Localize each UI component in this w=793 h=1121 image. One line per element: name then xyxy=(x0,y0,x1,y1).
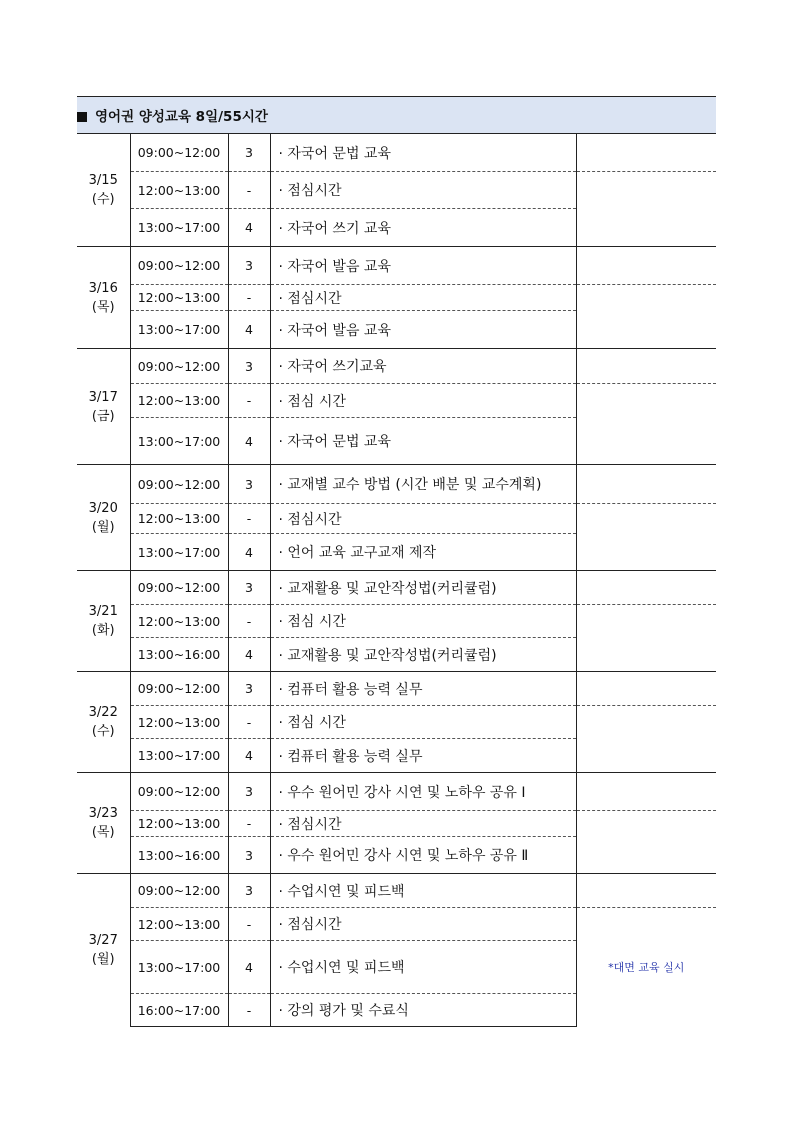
time-cell: 12:00~13:00 xyxy=(130,908,228,941)
table-row xyxy=(77,285,716,311)
weekday-label: (금) xyxy=(91,408,115,424)
table-row xyxy=(77,605,716,638)
schedule-body xyxy=(77,97,716,1027)
description-cell: · 자국어 문법 교육 xyxy=(270,418,576,465)
table-row xyxy=(77,706,716,739)
hours-cell: 4 xyxy=(228,739,270,773)
description-cell: · 수업시연 및 피드백 xyxy=(270,874,576,908)
hours-cell: 3 xyxy=(228,874,270,908)
time-cell: 12:00~13:00 xyxy=(130,504,228,534)
table-row xyxy=(77,571,716,605)
description-cell: · 교재별 교수 방법 (시간 배분 및 교수계획) xyxy=(270,465,576,504)
description-cell: · 수업시연 및 피드백 xyxy=(270,941,576,994)
note-cell xyxy=(576,247,716,285)
hours-cell: - xyxy=(228,285,270,311)
date-cell xyxy=(77,672,130,773)
note-cell xyxy=(576,134,716,172)
time-cell: 13:00~17:00 xyxy=(130,418,228,465)
table-row xyxy=(77,384,716,418)
table-row xyxy=(77,672,716,706)
time-cell: 12:00~13:00 xyxy=(130,172,228,209)
hours-cell: 4 xyxy=(228,418,270,465)
hours-cell: - xyxy=(228,172,270,209)
note-cell xyxy=(576,465,716,504)
schedule-header-cell xyxy=(77,97,716,134)
time-cell: 09:00~12:00 xyxy=(130,349,228,384)
date-label: 3/16 xyxy=(88,280,118,296)
table-row xyxy=(77,811,716,837)
schedule-title: 영어권 양성교육 8일/55시간 xyxy=(95,109,268,125)
hours-cell: - xyxy=(228,994,270,1027)
date-label: 3/22 xyxy=(88,705,118,720)
note-cell xyxy=(576,605,716,672)
hours-cell: 4 xyxy=(228,941,270,994)
description-cell: · 자국어 쓰기 교육 xyxy=(270,209,576,247)
date-cell xyxy=(77,571,130,672)
description-cell: · 자국어 발음 교육 xyxy=(270,311,576,349)
description-cell: · 점심 시간 xyxy=(270,706,576,739)
hours-cell: 4 xyxy=(228,311,270,349)
table-row xyxy=(77,172,716,209)
hours-cell: - xyxy=(228,811,270,837)
hours-cell: 3 xyxy=(228,134,270,172)
description-cell: · 언어 교육 교구교재 제작 xyxy=(270,534,576,571)
time-cell: 12:00~13:00 xyxy=(130,811,228,837)
schedule-table xyxy=(77,96,716,1027)
hours-cell: 3 xyxy=(228,465,270,504)
table-row xyxy=(77,504,716,534)
time-cell: 12:00~13:00 xyxy=(130,285,228,311)
description-cell: · 점심 시간 xyxy=(270,384,576,418)
description-cell: · 컴퓨터 활용 능력 실무 xyxy=(270,672,576,706)
time-cell: 09:00~12:00 xyxy=(130,134,228,172)
table-row xyxy=(77,247,716,285)
description-cell: · 강의 평가 및 수료식 xyxy=(270,994,576,1027)
note-cell xyxy=(576,349,716,384)
schedule-header-row xyxy=(77,97,716,134)
time-cell: 12:00~13:00 xyxy=(130,605,228,638)
description-cell: · 점심시간 xyxy=(270,908,576,941)
hours-cell: 3 xyxy=(228,349,270,384)
description-cell: · 우수 원어민 강사 시연 및 노하우 공유 Ⅱ xyxy=(270,837,576,874)
time-cell: 16:00~17:00 xyxy=(130,994,228,1027)
description-cell: · 컴퓨터 활용 능력 실무 xyxy=(270,739,576,773)
hours-cell: 4 xyxy=(228,209,270,247)
date-label: 3/23 xyxy=(88,806,118,821)
hours-cell: - xyxy=(228,504,270,534)
table-row xyxy=(77,874,716,908)
date-label: 3/27 xyxy=(88,933,118,949)
time-cell: 12:00~13:00 xyxy=(130,706,228,739)
date-label: 3/20 xyxy=(88,500,118,516)
note-cell xyxy=(576,504,716,571)
description-cell: · 교재활용 및 교안작성법(커리큘럼) xyxy=(270,638,576,672)
table-row xyxy=(77,134,716,172)
weekday-label: (수) xyxy=(91,192,115,207)
note-cell xyxy=(576,384,716,465)
square-bullet-icon xyxy=(77,112,87,122)
hours-cell: - xyxy=(228,605,270,638)
hours-cell: - xyxy=(228,384,270,418)
weekday-label: (월) xyxy=(91,952,115,968)
note-cell xyxy=(576,811,716,874)
time-cell: 09:00~12:00 xyxy=(130,773,228,811)
hours-cell: 4 xyxy=(228,534,270,571)
date-cell xyxy=(77,465,130,571)
time-cell: 09:00~12:00 xyxy=(130,465,228,504)
description-cell: · 교재활용 및 교안작성법(커리큘럼) xyxy=(270,571,576,605)
note-cell: *대면 교육 실시 xyxy=(576,908,716,1027)
table-row xyxy=(77,773,716,811)
note-cell xyxy=(576,672,716,706)
time-cell: 13:00~16:00 xyxy=(130,638,228,672)
time-cell: 09:00~12:00 xyxy=(130,571,228,605)
date-label: 3/15 xyxy=(88,173,118,188)
description-cell: · 점심 시간 xyxy=(270,605,576,638)
date-cell xyxy=(77,134,130,247)
hours-cell: 4 xyxy=(228,638,270,672)
description-cell: · 점심시간 xyxy=(270,285,576,311)
time-cell: 13:00~17:00 xyxy=(130,311,228,349)
time-cell: 09:00~12:00 xyxy=(130,247,228,285)
note-cell xyxy=(576,285,716,349)
date-cell xyxy=(77,874,130,1027)
date-label: 3/21 xyxy=(88,604,118,619)
time-cell: 13:00~17:00 xyxy=(130,941,228,994)
note-cell xyxy=(576,172,716,247)
table-row xyxy=(77,465,716,504)
time-cell: 09:00~12:00 xyxy=(130,672,228,706)
date-cell xyxy=(77,773,130,874)
date-label: 3/17 xyxy=(88,389,118,405)
weekday-label: (목) xyxy=(91,299,115,315)
note-cell xyxy=(576,773,716,811)
time-cell: 09:00~12:00 xyxy=(130,874,228,908)
note-cell xyxy=(576,874,716,908)
time-cell: 13:00~17:00 xyxy=(130,739,228,773)
description-cell: · 자국어 발음 교육 xyxy=(270,247,576,285)
hours-cell: 3 xyxy=(228,247,270,285)
hours-cell: 3 xyxy=(228,571,270,605)
weekday-label: (화) xyxy=(91,623,115,638)
hours-cell: - xyxy=(228,706,270,739)
description-cell: · 점심시간 xyxy=(270,811,576,837)
hours-cell: 3 xyxy=(228,672,270,706)
description-cell: · 점심시간 xyxy=(270,172,576,209)
time-cell: 13:00~17:00 xyxy=(130,209,228,247)
weekday-label: (목) xyxy=(91,825,115,840)
time-cell: 13:00~17:00 xyxy=(130,534,228,571)
weekday-label: (월) xyxy=(91,519,115,535)
description-cell: · 자국어 문법 교육 xyxy=(270,134,576,172)
time-cell: 13:00~16:00 xyxy=(130,837,228,874)
table-row xyxy=(77,908,716,941)
description-cell: · 우수 원어민 강사 시연 및 노하우 공유 Ⅰ xyxy=(270,773,576,811)
description-cell: · 자국어 쓰기교육 xyxy=(270,349,576,384)
note-cell xyxy=(576,571,716,605)
hours-cell: - xyxy=(228,908,270,941)
note-cell xyxy=(576,706,716,773)
time-cell: 12:00~13:00 xyxy=(130,384,228,418)
description-cell: · 점심시간 xyxy=(270,504,576,534)
date-cell xyxy=(77,247,130,349)
table-row xyxy=(77,349,716,384)
hours-cell: 3 xyxy=(228,837,270,874)
hours-cell: 3 xyxy=(228,773,270,811)
date-cell xyxy=(77,349,130,465)
weekday-label: (수) xyxy=(91,724,115,739)
